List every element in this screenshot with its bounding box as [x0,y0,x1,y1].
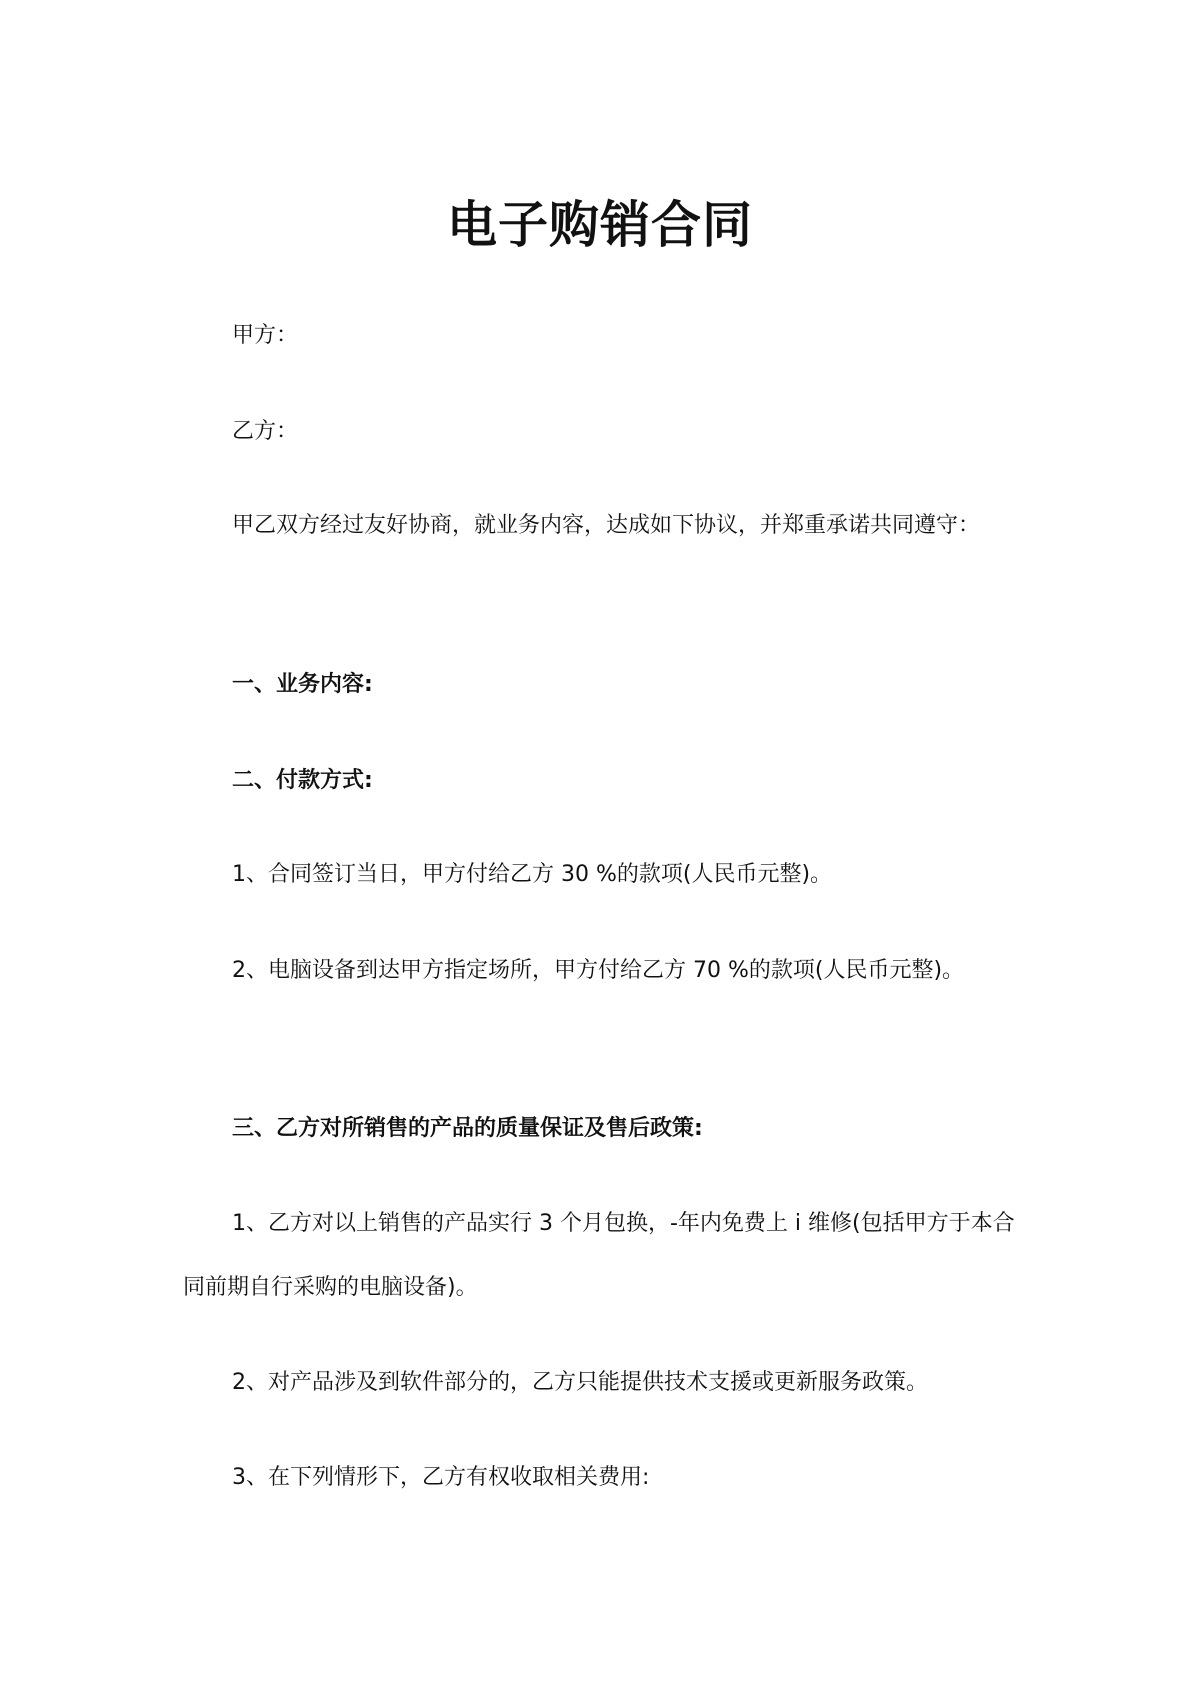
party-a-line: 甲方： [232,323,299,348]
document-title: 电子购销合同 [447,196,753,254]
payment-clause-2: 2、电脑设备到达甲方指定场所，甲方付给乙方 70 %的款项(人民币元整)。 [232,958,965,983]
warranty-clause-1: 1、乙方对以上销售的产品实行 3 个月包换，-年内免费上 i 维修(包括甲方于本合同前期自行采购的电脑设备)。 [183,1211,1015,1300]
section-2-heading: 二、付款方式: [232,768,373,793]
agreement-intro: 甲乙双方经过友好协商，就业务内容，达成如下协议，并郑重承诺共同遵守： [232,513,981,538]
section-1-heading: 一、业务内容: [232,672,373,697]
warranty-clause-3: 3、在下列情形下，乙方有权收取相关费用: [232,1465,650,1490]
party-b-line: 乙方： [232,419,299,444]
section-3-heading: 三、乙方对所销售的产品的质量保证及售后政策: [232,1116,703,1141]
payment-clause-1: 1、合同签订当日，甲方付给乙方 30 %的款项(人民币元整)。 [232,862,833,887]
warranty-clause-2: 2、对产品涉及到软件部分的，乙方只能提供技术支援或更新服务政策。 [232,1370,928,1395]
